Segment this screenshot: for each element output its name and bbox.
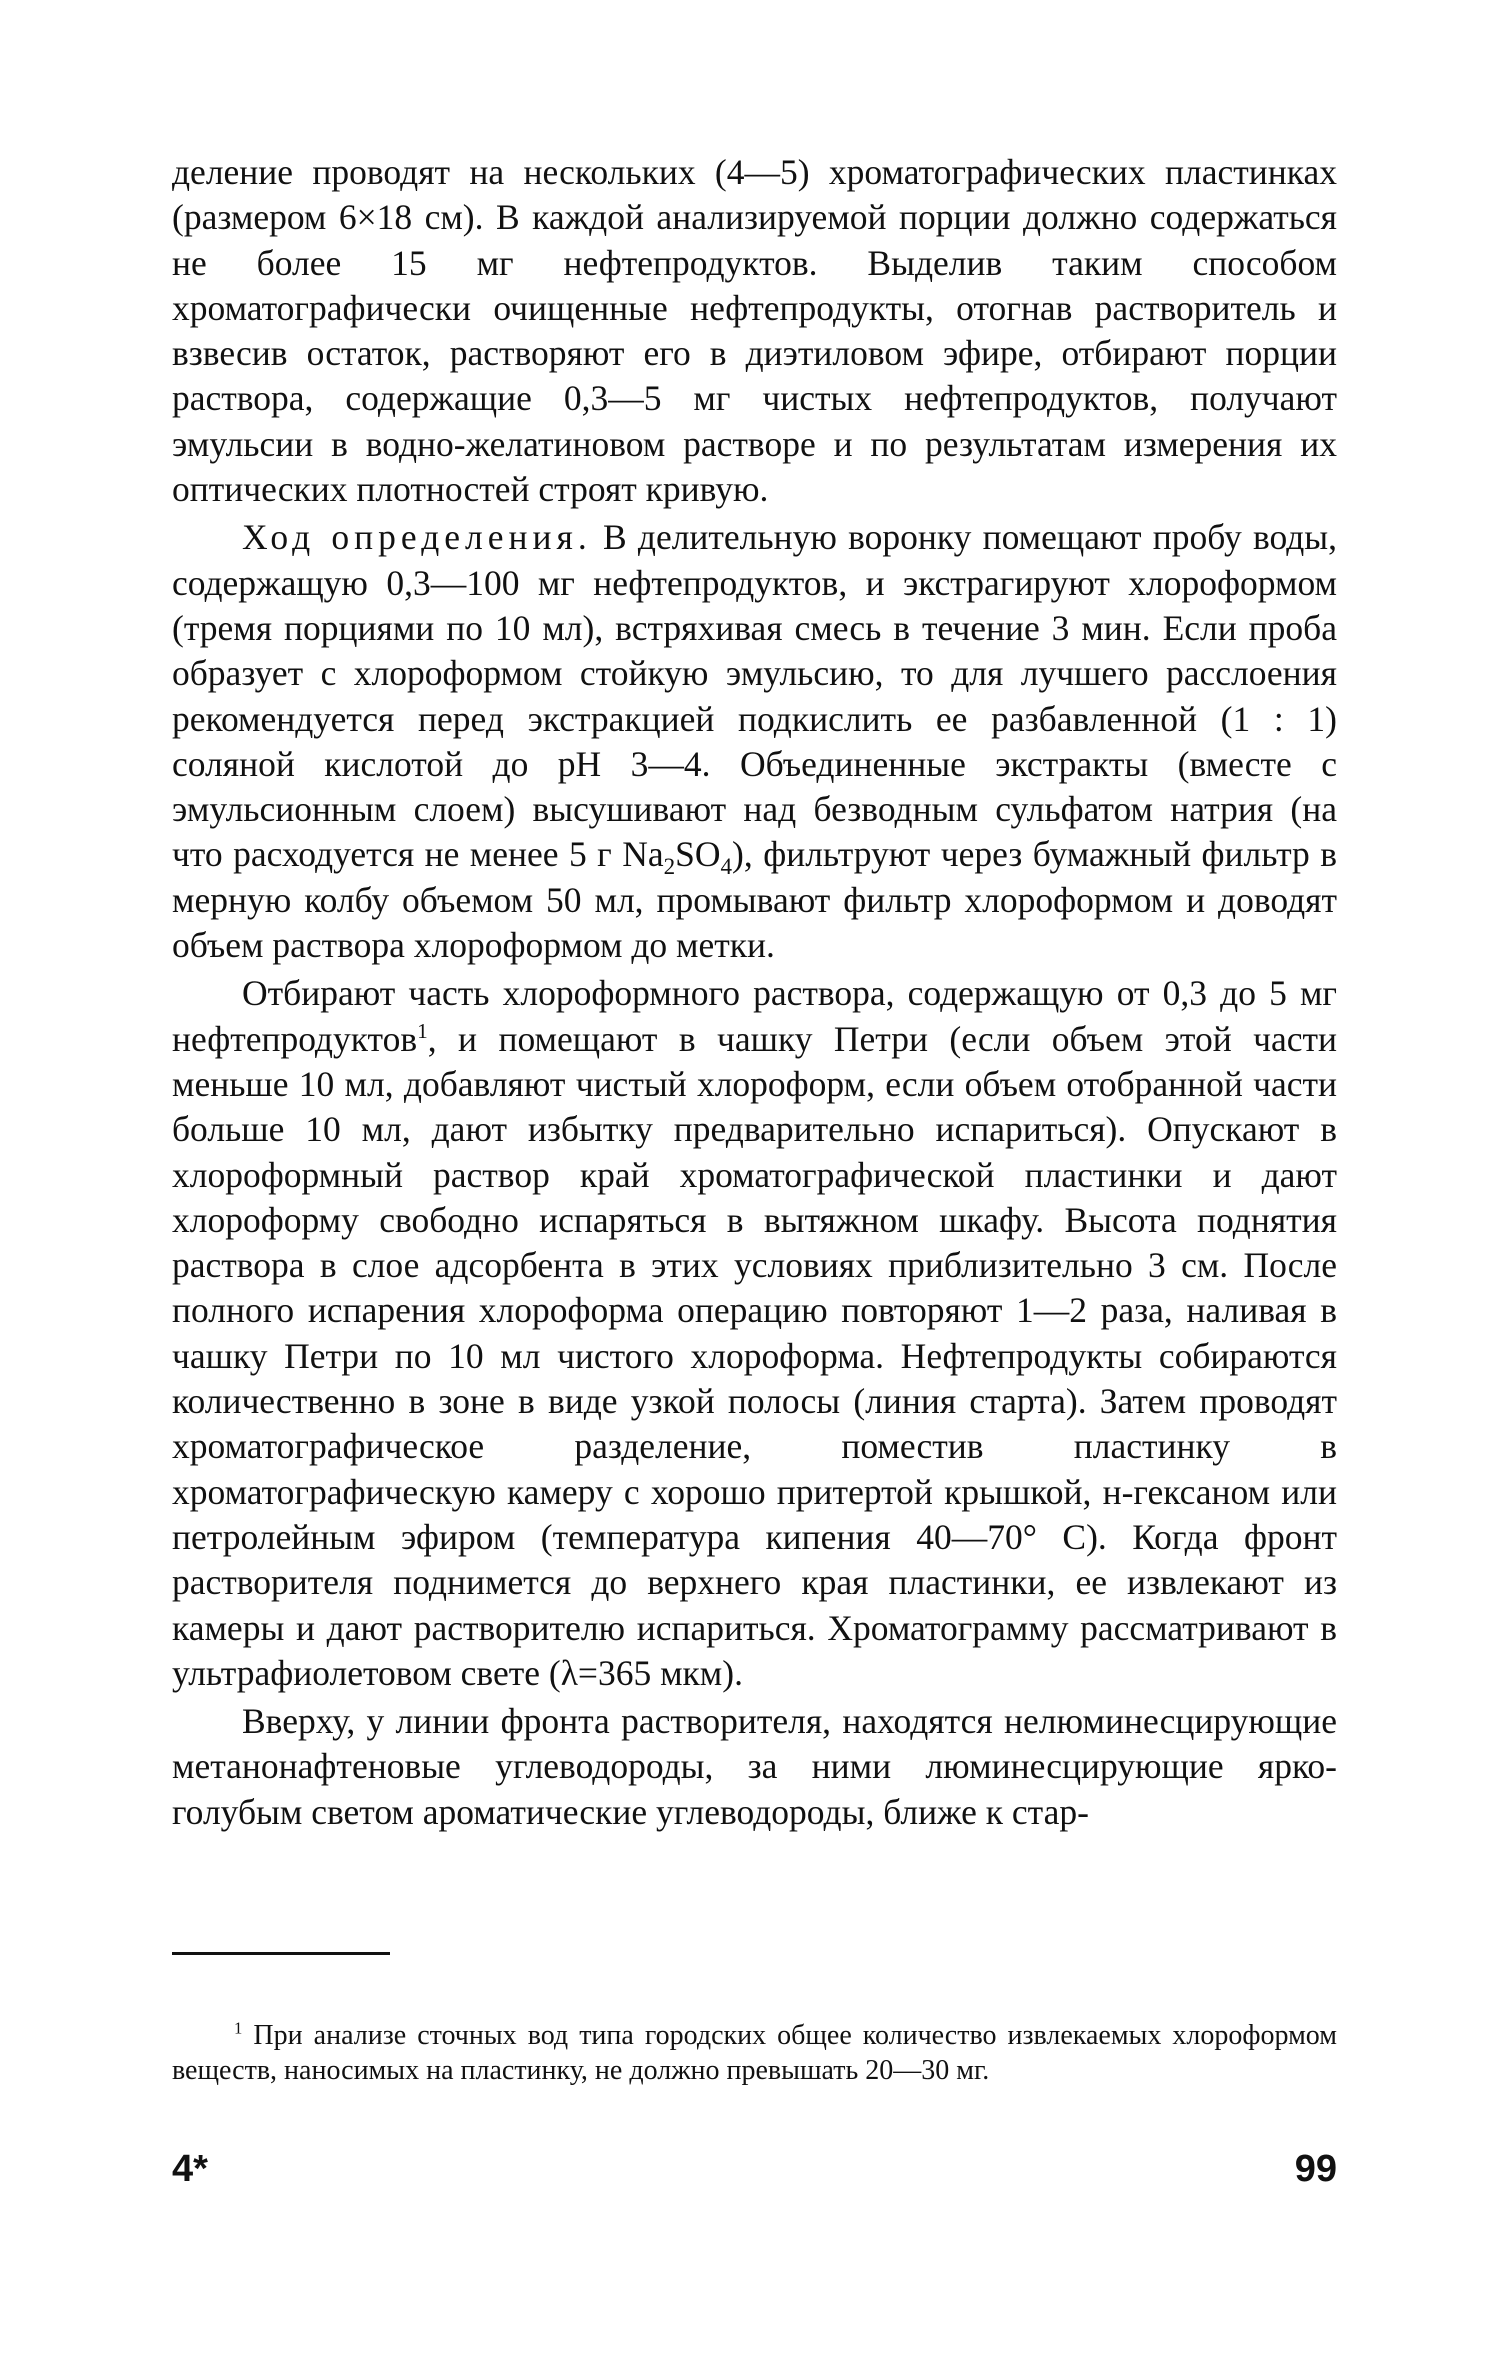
paragraph-text: , и помещают в чашку Петри (если объем этой части меньше 10 мл, добавляют чистый хлороформ, если объем отобранной части больше 10 мл, дают избытку предварительно испариться). Опускают в хлороформный раствор край хроматографической пластинки и дают хлороформу свободно испаряться в вытяжном шкафу. Высота поднятия раствора в слое адсорбента в этих условиях приблизительно 3 см. После полного испарения хлороформа операцию повторяют 1—2 раза, наливая в чашку Петри по 10 мл чистого хлороформа. Нефтепродукты собираются количественно в зоне в виде узкой полосы (линия старта). Затем проводят хроматографическое разделение, поместив пластинку в хроматографическую камеру с хорошо притертой крышкой, н-гексаном или петролейным эфиром (температура кипения 40—70° С). Когда фронт растворителя поднимется до верхнего края пластинки, ее извлекают из камеры и дают растворителю испариться. Хроматограмму рассматривают в ультрафиолетовом свете (λ=365 мкм). [172, 1018, 1337, 1693]
paragraph-results: Вверху, у линии фронта растворителя, находятся нелюминесцирующие метанонафтеновые углеводороды, за ними люминесцирующие ярко-голубым светом ароматические углеводороды, ближе к стар- [172, 1701, 1337, 1832]
chemical-formula: $Na_2SO_4$ [622, 834, 733, 880]
page-footer [172, 2148, 1337, 2198]
footnote-text: При анализе сточных вод типа городских общее количество извлекаемых хлороформом веществ, наносимых на пластинку, не должно превышать 20—30 мг. [172, 2020, 1337, 2086]
paragraph-sampling [172, 971, 1337, 1696]
paragraph-procedure [172, 515, 1337, 968]
page-number: 99 [1294, 2148, 1337, 2190]
signature-mark: 4* [172, 2148, 208, 2190]
paragraph-text: В делительную воронку помещают пробу воды, содержащую 0,3—100 мг нефтепродуктов, и экстрагируют хлороформом (тремя порциями по 10 мл), встряхивая смесь в течение 3 мин. Если проба образует с хлороформом стойкую эмульсию, то для лучшего расслоения рекомендуется перед экстракцией подкислить ее разбавленной (1 : 1) соляной кислотой до pH 3—4. Объединенные экстракты (вместе с эмульсионным слоем) высушивают над безводным сульфатом натрия (на что расходуется не менее 5 г [172, 517, 1338, 875]
footnote [172, 2018, 1337, 2088]
footnote-reference: 1 [417, 1018, 428, 1043]
paragraph-text: ), фильтруют через бумажный фильтр в мерную колбу объемом 50 мл, промывают фильтр хлороформом и доводят объем раствора хлороформом до метки. [172, 834, 1337, 966]
footnote-mark: 1 [234, 2018, 243, 2038]
section-heading: Ход определения. [242, 517, 592, 558]
paragraph-text: Отбирают часть хлороформного раствора, содержащую от 0,3 до 5 мг нефтепродуктов [172, 973, 1337, 1059]
paragraph-continuation: деление проводят на нескольких (4—5) хроматографических пластинках (размером 6×18 см). В каждой анализируемой порции должно содержаться не более 15 мг нефтепродуктов. Выделив таким способом хроматографически очищенные нефтепродукты, отогнав растворитель и взвесив остаток, растворяют его в диэтиловом эфире, отбирают порции раствора, содержащие 0,3—5 мг чистых нефтепродуктов, получают эмульсии в водно-желатиновом растворе и по результатам измерения их оптических плотностей строят кривую. [172, 152, 1337, 510]
footnote-divider [172, 1952, 390, 1955]
page-body [172, 150, 1337, 1835]
